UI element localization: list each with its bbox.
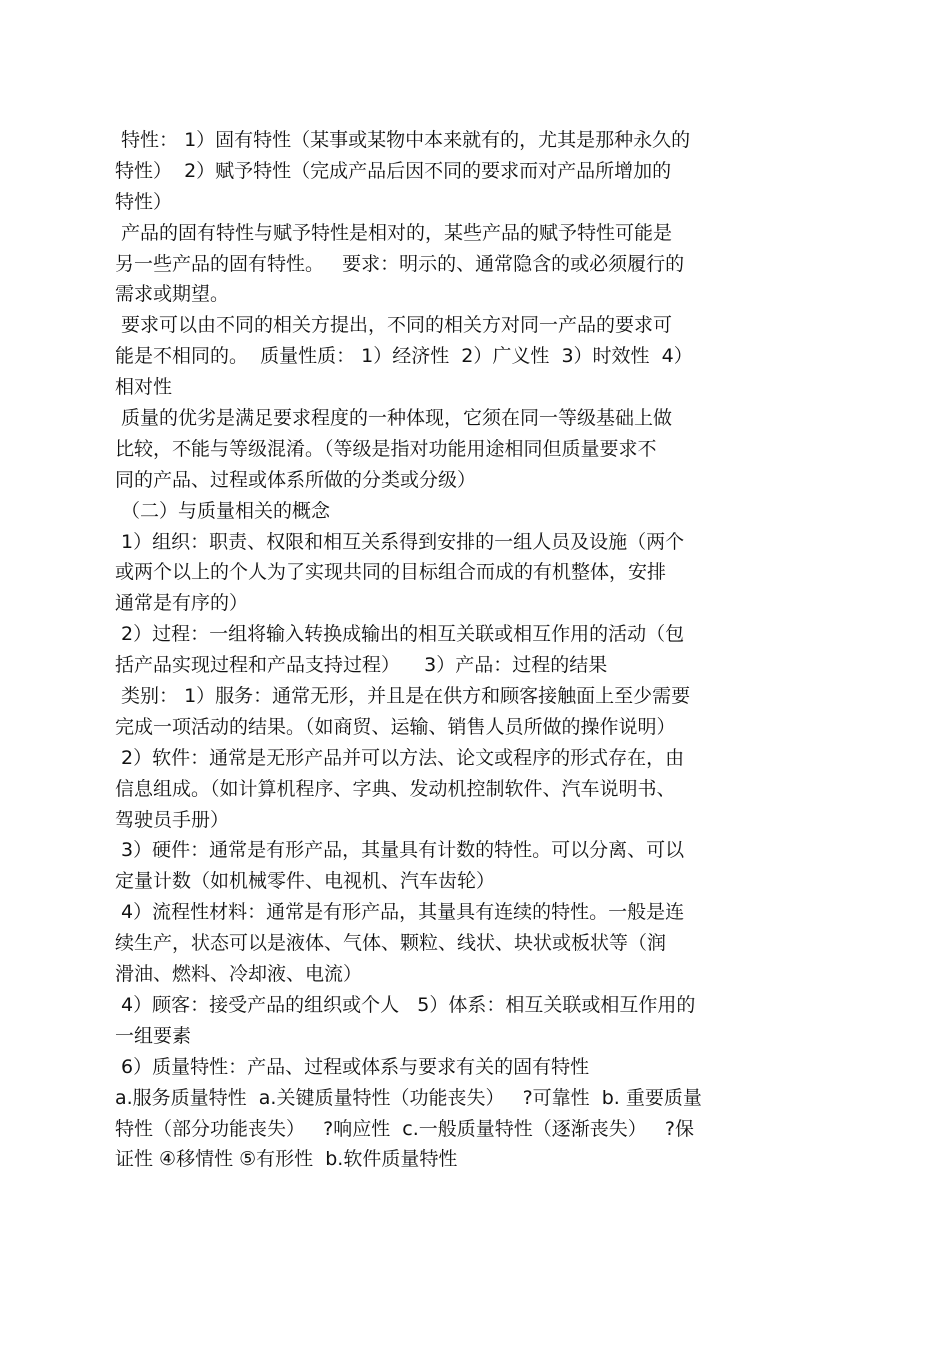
text-line: 需求或期望。: [115, 283, 230, 306]
text-line: 续生产，状态可以是液体、气体、颗粒、线状、块状或板状等（润: [115, 932, 667, 955]
text-line: 能是不相同的。 质量性质： 1）经济性 2）广义性 3）时效性 4）: [115, 345, 693, 368]
text-line: 另一些产品的固有特性。 要求：明示的、通常隐含的或必须履行的: [115, 252, 685, 275]
text-line: 通常是有序的）: [115, 592, 249, 615]
text-line: 3）硬件：通常是有形产品，其量具有计数的特性。可以分离、可以: [115, 839, 685, 862]
text-line: 特性： 1）固有特性（某事或某物中本来就有的，尤其是那种永久的: [115, 129, 691, 151]
text-line: 4）流程性材料：通常是有形产品，其量具有连续的特性。一般是连: [115, 901, 685, 924]
text-line: 质量的优劣是满足要求程度的一种体现，它须在同一等级基础上做: [115, 407, 673, 430]
text-line: 同的产品、过程或体系所做的分类或分级）: [115, 468, 477, 491]
text-line: 滑油、燃料、冷却液、电流）: [115, 963, 363, 986]
text-line: 特性）: [115, 190, 173, 213]
text-line: 特性） 2）赋予特性（完成产品后因不同的要求而对产品所增加的: [115, 159, 672, 182]
text-line: 2）过程：一组将输入转换成输出的相互关联或相互作用的活动（包: [115, 623, 685, 646]
text-line: a.服务质量特性 a.关键质量特性（功能丧失） ?可靠性 b. 重要质量: [115, 1086, 702, 1109]
text-line: 要求可以由不同的相关方提出，不同的相关方对同一产品的要求可: [115, 314, 673, 337]
text-line: 证性 ④移情性 ⑤有形性 b.软件质量特性: [115, 1148, 458, 1171]
text-line: 特性（部分功能丧失） ?响应性 c.一般质量特性（逐渐丧失） ?保: [115, 1117, 694, 1140]
text-line: 信息组成。（如计算机程序、字典、发动机控制软件、汽车说明书、: [115, 777, 676, 800]
text-line: 比较，不能与等级混淆。（等级是指对功能用途相同但质量要求不: [115, 437, 657, 460]
text-line: 4）顾客：接受产品的组织或个人 5）体系：相互关联或相互作用的: [115, 993, 696, 1016]
text-line: 一组要素: [115, 1024, 192, 1047]
text-line: 1）组织：职责、权限和相互关系得到安排的一组人员及设施（两个: [115, 530, 685, 553]
text-line: 括产品实现过程和产品支持过程） 3）产品：过程的结果: [115, 654, 608, 677]
text-line: 6）质量特性：产品、过程或体系与要求有关的固有特性: [115, 1055, 590, 1078]
text-line: 定量计数（如机械零件、电视机、汽车齿轮）: [115, 870, 496, 893]
text-line: 完成一项活动的结果。（如商贸、运输、销售人员所做的操作说明）: [115, 715, 676, 738]
text-line: 类别： 1）服务：通常无形，并且是在供方和顾客接触面上至少需要: [115, 685, 691, 708]
text-line: 2）软件：通常是无形产品并可以方法、论文或程序的形式存在，由: [115, 746, 685, 769]
text-line: 或两个以上的个人为了实现共同的目标组合而成的有机整体，安排: [115, 561, 667, 584]
text-line: 相对性: [115, 376, 173, 399]
document-body: [115, 125, 815, 1175]
text-line: 驾驶员手册）: [115, 808, 230, 831]
text-line: 产品的固有特性与赋予特性是相对的，某些产品的赋予特性可能是: [115, 221, 673, 244]
section-heading: （二）与质量相关的概念: [115, 499, 331, 522]
